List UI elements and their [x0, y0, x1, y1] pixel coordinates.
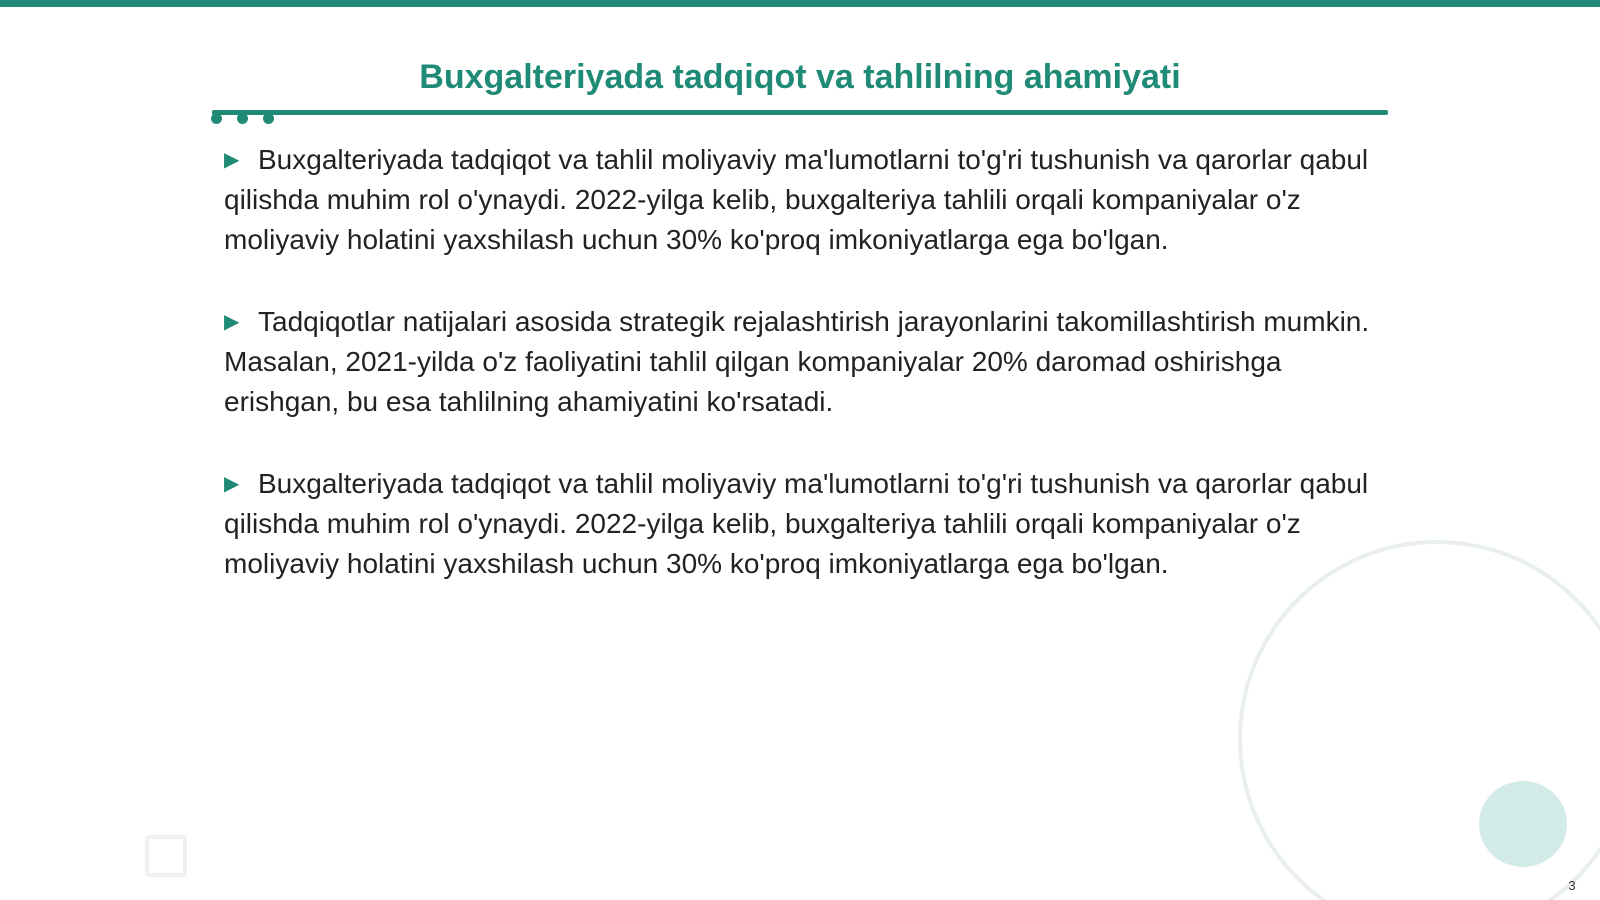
bullet-text: Buxgalteriyada tadqiqot va tahlil moliyaviy ma'lumotlarni to'g'ri tushunish va qarorlar qabul qilishda muhim rol o'ynaydi. 2022-yilga kelib, buxgalteriya tahlili orqali kompaniyalar o'z moliyaviy holatini yaxshilash uchun 30% ko'proq imkoniyatlarga ega bo'lgan. — [224, 468, 1369, 579]
decorative-disc — [1479, 781, 1567, 867]
page-number: 3 — [1568, 878, 1576, 893]
title-dot-2 — [237, 113, 248, 124]
title-dot-3 — [263, 113, 274, 124]
triangle-bullet-icon: ▶ — [224, 149, 240, 171]
bullet-text: Tadqiqotlar natijalari asosida strategik rejalashtirish jarayonlarini takomillashtirish mumkin. Masalan, 2021-yilda o'z faoliyatini tahlil qilgan kompaniyalar 20% daromad oshirishga erishgan, bu esa tahlilning ahamiyatini ko'rsatadi. — [224, 306, 1370, 417]
bullet-list — [224, 140, 1384, 626]
title-underline — [212, 110, 1388, 115]
bullet-item-1 — [224, 140, 1384, 260]
top-accent-bar — [0, 0, 1600, 7]
title-dot-1 — [211, 113, 222, 124]
bullet-item-2 — [224, 302, 1384, 422]
bullet-item-3 — [224, 464, 1384, 584]
triangle-bullet-icon: ▶ — [224, 311, 240, 333]
decorative-square — [145, 835, 187, 877]
bullet-text: Buxgalteriyada tadqiqot va tahlil moliyaviy ma'lumotlarni to'g'ri tushunish va qarorlar qabul qilishda muhim rol o'ynaydi. 2022-yilga kelib, buxgalteriya tahlili orqali kompaniyalar o'z moliyaviy holatini yaxshilash uchun 30% ko'proq imkoniyatlarga ega bo'lgan. — [224, 144, 1369, 255]
triangle-bullet-icon: ▶ — [224, 473, 240, 495]
slide-title: Buxgalteriyada tadqiqot va tahlilning ahamiyati — [419, 58, 1181, 96]
